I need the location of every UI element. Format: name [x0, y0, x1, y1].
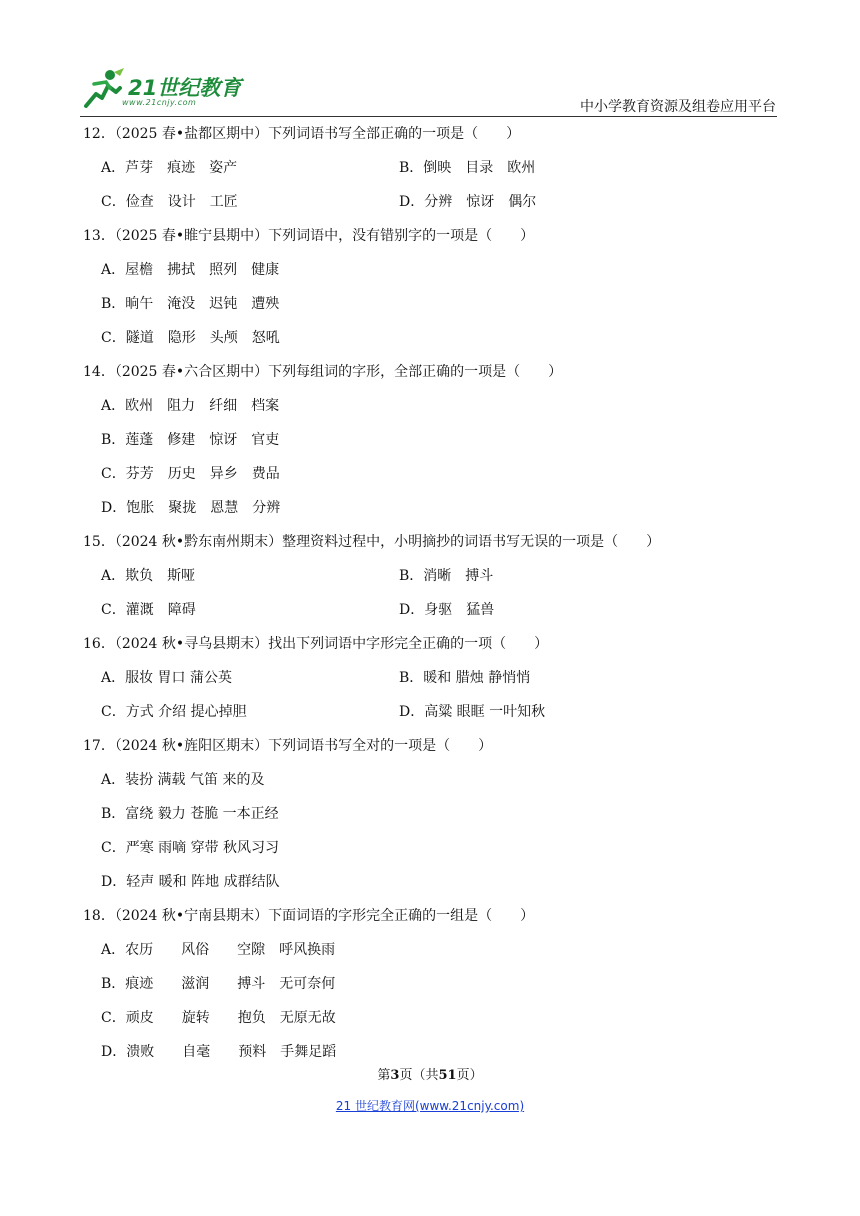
logo-brand-text: 21世纪教育 — [128, 76, 242, 100]
answer-option: B．消晰 搏斗 — [399, 568, 494, 584]
question-list — [83, 124, 783, 1076]
option-row — [83, 668, 783, 702]
answer-option: A．服妆 胃口 蒲公英 — [101, 670, 233, 686]
question-stem: 14．（2025 春•六合区期中）下列每组词的字形，全部正确的一项是（ ） — [83, 364, 563, 380]
option-row — [83, 974, 783, 1008]
option-row — [83, 1008, 783, 1042]
answer-option: D．溃败 自毫 预料 手舞足蹈 — [101, 1044, 337, 1060]
option-row — [83, 396, 783, 430]
answer-option: C．芬芳 历史 异乡 费品 — [101, 466, 280, 482]
option-row — [83, 940, 783, 974]
page-suffix: 页） — [456, 1068, 483, 1083]
brand-logo — [78, 66, 258, 114]
question-block — [83, 532, 783, 634]
question-stem: 16．（2024 秋•寻乌县期末）找出下列词语中字形完全正确的一项（ ） — [83, 636, 549, 652]
question-block — [83, 736, 783, 906]
answer-option: D．轻声 暖和 阵地 成群结队 — [101, 874, 280, 890]
answer-option: D．高粱 眼眶 一叶知秋 — [399, 704, 546, 720]
question-stem: 15．（2024 秋•黔东南州期末）整理资料过程中，小明摘抄的词语书写无误的一项是（ ） — [83, 534, 661, 550]
question-block — [83, 362, 783, 532]
page-current: 3 — [390, 1068, 400, 1083]
logo-domain-text: www.21cnjy.com — [122, 98, 197, 107]
option-row — [83, 464, 783, 498]
header-divider — [80, 116, 777, 117]
answer-option: A．装扮 满载 气笛 来的及 — [101, 772, 265, 788]
option-row — [83, 566, 783, 600]
answer-option: A．农历 风俗 空隙 呼风换雨 — [101, 942, 336, 958]
answer-option: C．方式 介绍 提心掉胆 — [101, 704, 247, 720]
footer-site-link[interactable]: 21 世纪教育网(www.21cnjy.com) — [335, 1099, 525, 1113]
question-stem: 12．（2025 春•盐都区期中）下列词语书写全部正确的一项是（ ） — [83, 126, 521, 142]
page-total: 51 — [438, 1068, 457, 1083]
answer-option: B．倒映 目录 欧州 — [399, 160, 536, 176]
platform-name: 中小学教育资源及组卷应用平台 — [580, 99, 776, 115]
question-block — [83, 226, 783, 362]
option-row — [83, 260, 783, 294]
question-stem: 17．（2024 秋•旌阳区期末）下列词语书写全对的一项是（ ） — [83, 738, 493, 754]
question-block — [83, 124, 783, 226]
answer-option: B．晌午 淹没 迟钝 遭殃 — [101, 296, 280, 312]
question-stem: 18．（2024 秋•宁南县期末）下面词语的字形完全正确的一组是（ ） — [83, 908, 535, 924]
answer-option: C．隧道 隐形 头颅 怒吼 — [101, 330, 280, 346]
answer-option: A．欺负 斯哑 — [101, 568, 196, 584]
answer-option: A．欧州 阻力 纤细 档案 — [101, 398, 280, 414]
option-row — [83, 294, 783, 328]
option-row — [83, 600, 783, 634]
question-stem: 13．（2025 春•睢宁县期中）下列词语中，没有错别字的一项是（ ） — [83, 228, 535, 244]
option-row — [83, 328, 783, 362]
option-row — [83, 430, 783, 464]
option-row — [83, 838, 783, 872]
answer-option: C．严寒 雨嘀 穿带 秋风习习 — [101, 840, 280, 856]
answer-option: B．痕迹 滋润 搏斗 无可奈何 — [101, 976, 336, 992]
option-row — [83, 872, 783, 906]
page-number — [0, 1064, 860, 1083]
answer-option: B．富绕 毅力 苍脆 一本正经 — [101, 806, 279, 822]
page-prefix: 第 — [377, 1068, 391, 1083]
answer-option: D．饱胀 聚拢 恩慧 分辨 — [101, 500, 281, 516]
option-row — [83, 192, 783, 226]
question-block — [83, 906, 783, 1076]
page-header — [0, 0, 860, 120]
option-row — [83, 702, 783, 736]
answer-option: D．分辨 惊讶 偶尔 — [399, 194, 537, 210]
runner-logo-icon — [80, 68, 126, 110]
option-row — [83, 804, 783, 838]
answer-option: C．顽皮 旋转 抱负 无原无故 — [101, 1010, 336, 1026]
option-row — [83, 770, 783, 804]
answer-option: D．身驱 猛兽 — [399, 602, 495, 618]
answer-option: C．俭查 设计 工匠 — [101, 194, 238, 210]
answer-option: C．灌溉 障碍 — [101, 602, 196, 618]
answer-option: A．芦芽 痕迹 姿产 — [101, 160, 238, 176]
page-mid: 页（共 — [399, 1068, 439, 1083]
answer-option: B．莲蓬 修建 惊讶 官吏 — [101, 432, 280, 448]
option-row — [83, 158, 783, 192]
option-row — [83, 498, 783, 532]
answer-option: B．暖和 腊烛 静悄悄 — [399, 670, 531, 686]
question-block — [83, 634, 783, 736]
answer-option: A．屋檐 拂拭 照列 健康 — [101, 262, 280, 278]
